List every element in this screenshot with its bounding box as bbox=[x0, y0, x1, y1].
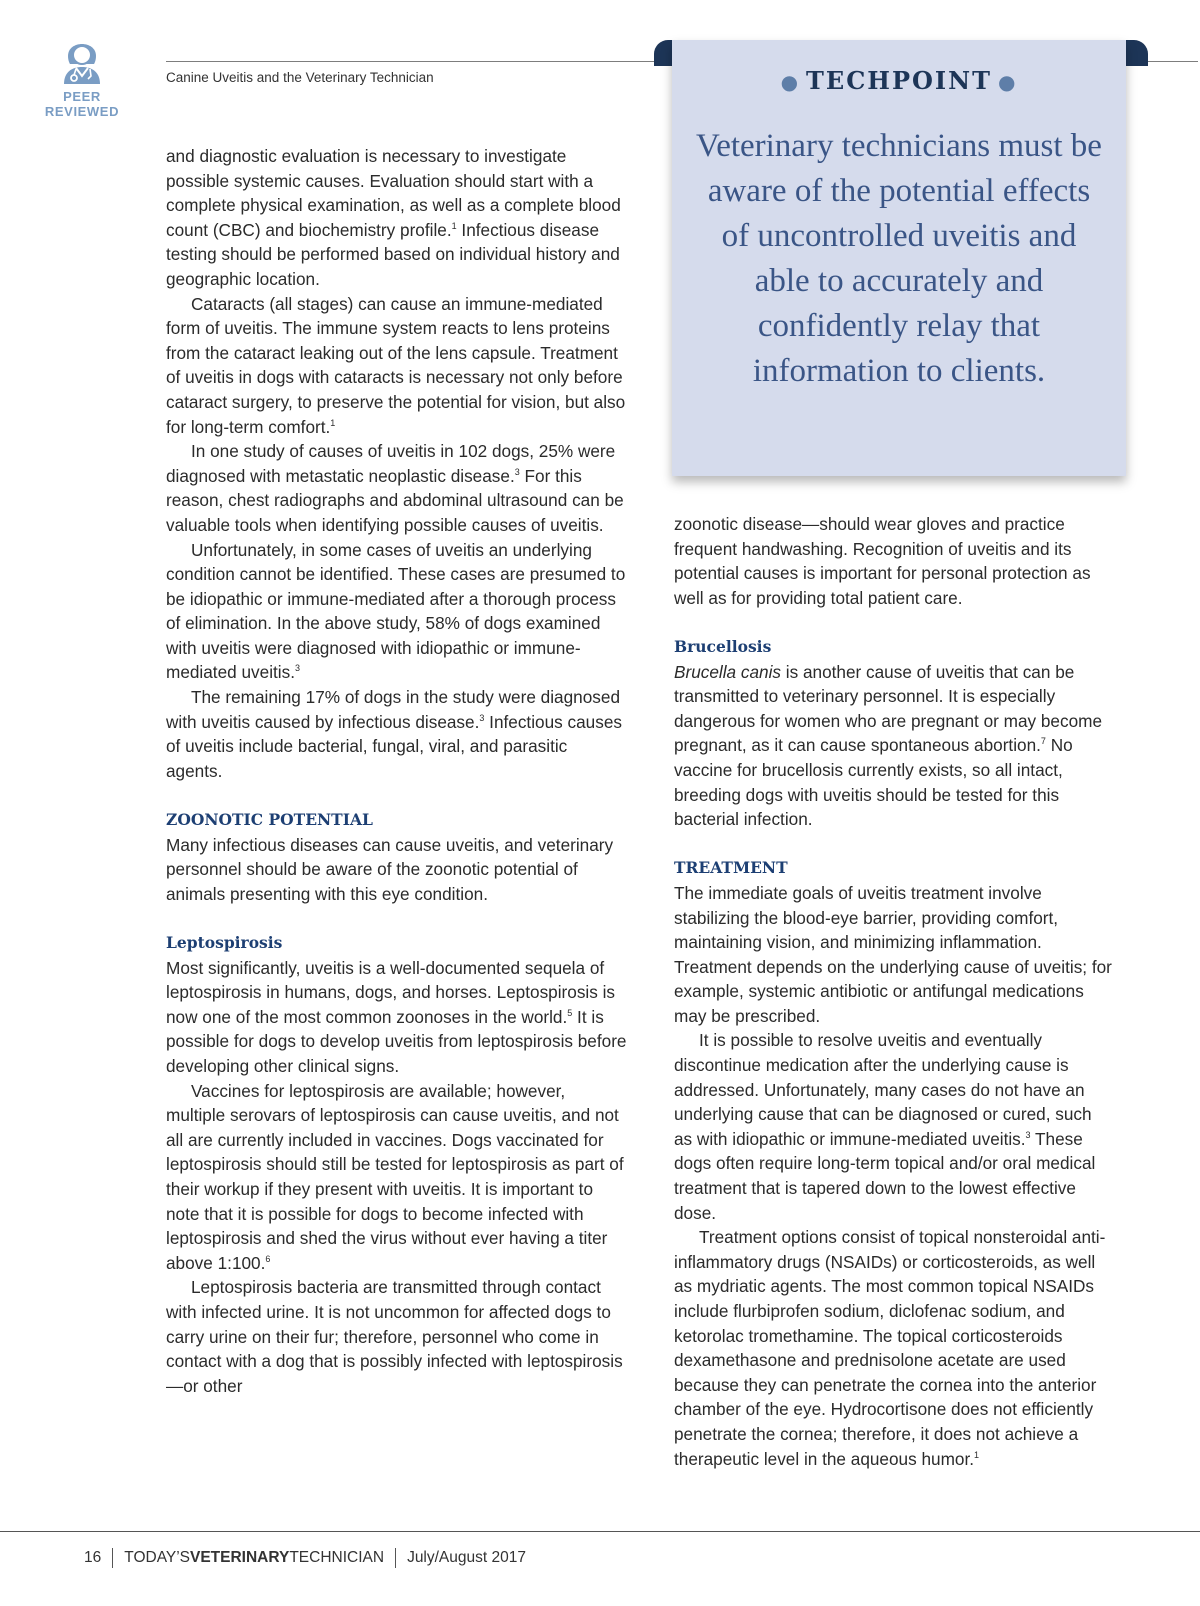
techpoint-box bbox=[672, 40, 1126, 476]
doctor-icon bbox=[60, 34, 104, 86]
bullet-dot-icon: ● bbox=[997, 70, 1018, 94]
paragraph: The immediate goals of uveitis treatment involve stabilizing the blood-eye barrier, providing comfort, maintaining vision, and minimizing inflammation. Treatment depends on the underlying cause of uveitis; for example, systemic antibiotic or antifungal medications may be prescribed. bbox=[674, 882, 1112, 1026]
issue-date: July/August 2017 bbox=[407, 1549, 526, 1566]
reference: 3 bbox=[294, 663, 300, 674]
techpoint-callout bbox=[654, 40, 1148, 476]
paragraph: Many infectious diseases can cause uveitis, and veterinary personnel should be aware of the zoonotic potential of animals presenting with this eye condition. bbox=[166, 834, 614, 904]
paragraph: In one study of causes of uveitis in 102 dogs, 25% were diagnosed with metastatic neoplastic disease.$^3$ For this reason, chest radiographs and abdominal ultrasound can be valuable tools when identifying possible causes of uveitis. bbox=[166, 441, 624, 535]
subsection-heading-leptospirosis: Leptospirosis bbox=[166, 933, 283, 952]
bullet-dot-icon: ● bbox=[780, 70, 801, 94]
peer-reviewed-badge bbox=[38, 34, 126, 119]
section-heading-treatment: TREATMENT bbox=[674, 858, 788, 878]
peer-label-line1: PEER bbox=[63, 89, 101, 104]
paragraph: and diagnostic evaluation is necessary to investigate possible systemic causes. Evaluation should start with a complete physical examination, as well as a complete blood count (CBC) and biochemistry profile.$^1$ Infectious disease testing should be performed based on individual history and geographic location. bbox=[166, 146, 621, 289]
footer bbox=[84, 1548, 526, 1568]
magazine-title: TODAY’SVETERINARYTECHNICIAN bbox=[124, 1549, 385, 1566]
paragraph: zoonotic disease—should wear gloves and practice frequent handwashing. Recognition of uveitis and its potential causes is important for personal protection as well as for providing total patient care. bbox=[674, 514, 1091, 608]
right-column bbox=[674, 512, 1114, 1471]
techpoint-title-text: TECHPOINT bbox=[806, 66, 992, 95]
techpoint-title bbox=[672, 66, 1126, 95]
footer-divider bbox=[112, 1548, 113, 1568]
paragraph: It is possible to resolve uveitis and eventually discontinue medication after the underlying cause is addressed. Unfortunately, many cases do not have an underlying cause that can be diagnosed or cured, such as with idiopathic or immune-mediated uveitis.$^3$ These dogs often require long-term topical and/or oral medical treatment that is tapered down to the lowest effective dose. bbox=[674, 1030, 1096, 1223]
reference: 1 bbox=[974, 1449, 980, 1460]
running-head: Canine Uveitis and the Veterinary Technician bbox=[166, 70, 434, 85]
techpoint-quote: Veterinary technicians must be aware of the potential effects of uncontrolled uveitis and able to accurately and confidently relay that information to clients. bbox=[696, 128, 1102, 389]
reference: 3 bbox=[479, 712, 485, 723]
paragraph: Leptospirosis bacteria are transmitted through contact with infected urine. It is not uncommon for affected dogs to carry urine on their fur; therefore, personnel who come in contact with a dog that is possibly infected with leptospirosis—or other bbox=[166, 1277, 623, 1396]
footer-rule bbox=[0, 1531, 1200, 1532]
reference: 1 bbox=[330, 417, 336, 428]
paragraph: Unfortunately, in some cases of uveitis an underlying condition cannot be identified. These cases are presumed to be idiopathic or immune-mediated after a thorough process of elimination. In the above study, 58% of dogs examined with uveitis were diagnosed with idiopathic or immune-mediated uveitis.$^3$ bbox=[166, 539, 626, 683]
reference: 6 bbox=[265, 1253, 271, 1264]
reference: 3 bbox=[1025, 1129, 1031, 1140]
subsection-heading-brucellosis: Brucellosis bbox=[674, 636, 772, 656]
paragraph: Most significantly, uveitis is a well-documented sequela of leptospirosis in humans, dogs, and horses. Leptospirosis is now one of the most common zoonoses in the world.$^5$ It is possible for dogs to develop uveitis from leptospirosis before developing other clinical signs. bbox=[166, 957, 627, 1076]
reference: 7 bbox=[1040, 736, 1046, 747]
paragraph: Vaccines for leptospirosis are available; however, multiple serovars of leptospirosis can cause uveitis, and not all are currently included in vaccines. Dogs vaccinated for leptospirosis should still be tested for leptospirosis as part of their workup if they present with uveitis. It is important to note that it is possible for dogs to become infected with leptospirosis and shed the virus without ever having a titer above 1:100.$^6$ bbox=[166, 1080, 624, 1273]
peer-label-line2: REVIEWED bbox=[44, 104, 120, 119]
reference: 1 bbox=[451, 220, 457, 231]
paragraph: Cataracts (all stages) can cause an immune-mediated form of uveitis. The immune system reacts to lens proteins from the cataract leaking out of the lens capsule. Treatment of uveitis in dogs with cataracts is necessary not only before cataract surgery, to preserve the potential for vision, but also for long-term comfort.$^1$ bbox=[166, 293, 626, 437]
section-heading-zoonotic: ZOONOTIC POTENTIAL bbox=[166, 810, 373, 830]
footer-divider bbox=[395, 1548, 396, 1568]
reference: 3 bbox=[514, 466, 520, 477]
paragraph: The remaining 17% of dogs in the study were diagnosed with uveitis caused by infectious disease.$^3$ Infectious causes of uveitis include bacterial, fungal, viral, and parasitic agents. bbox=[166, 687, 622, 781]
reference: 5 bbox=[567, 1007, 573, 1018]
left-column bbox=[166, 144, 628, 1398]
paragraph: Treatment options consist of topical nonsteroidal anti-inflammatory drugs (NSAIDs) or corticosteroids, as well as mydriatic agents. The most common topical NSAIDs include flurbiprofen sodium, diclofenac sodium, and ketorolac tromethamine. The topical corticosteroids dexamethasone and prednisolone acetate are used because they can penetrate the cornea into the anterior chamber of the eye. Hydrocortisone does not efficiently penetrate the cornea; therefore, it does not achieve a therapeutic level in the aqueous humor.$^1$ bbox=[674, 1227, 1106, 1469]
page-number: 16 bbox=[84, 1549, 102, 1566]
paragraph: Brucella canis is another cause of uveitis that can be transmitted to veterinary personnel. It is especially dangerous for women who are pregnant or may become pregnant, as it can cause spontaneous abortion.$^7$ No vaccine for brucellosis currently exists, so all intact, breeding dogs with uveitis should be tested for this bacterial infection. bbox=[674, 661, 1103, 830]
